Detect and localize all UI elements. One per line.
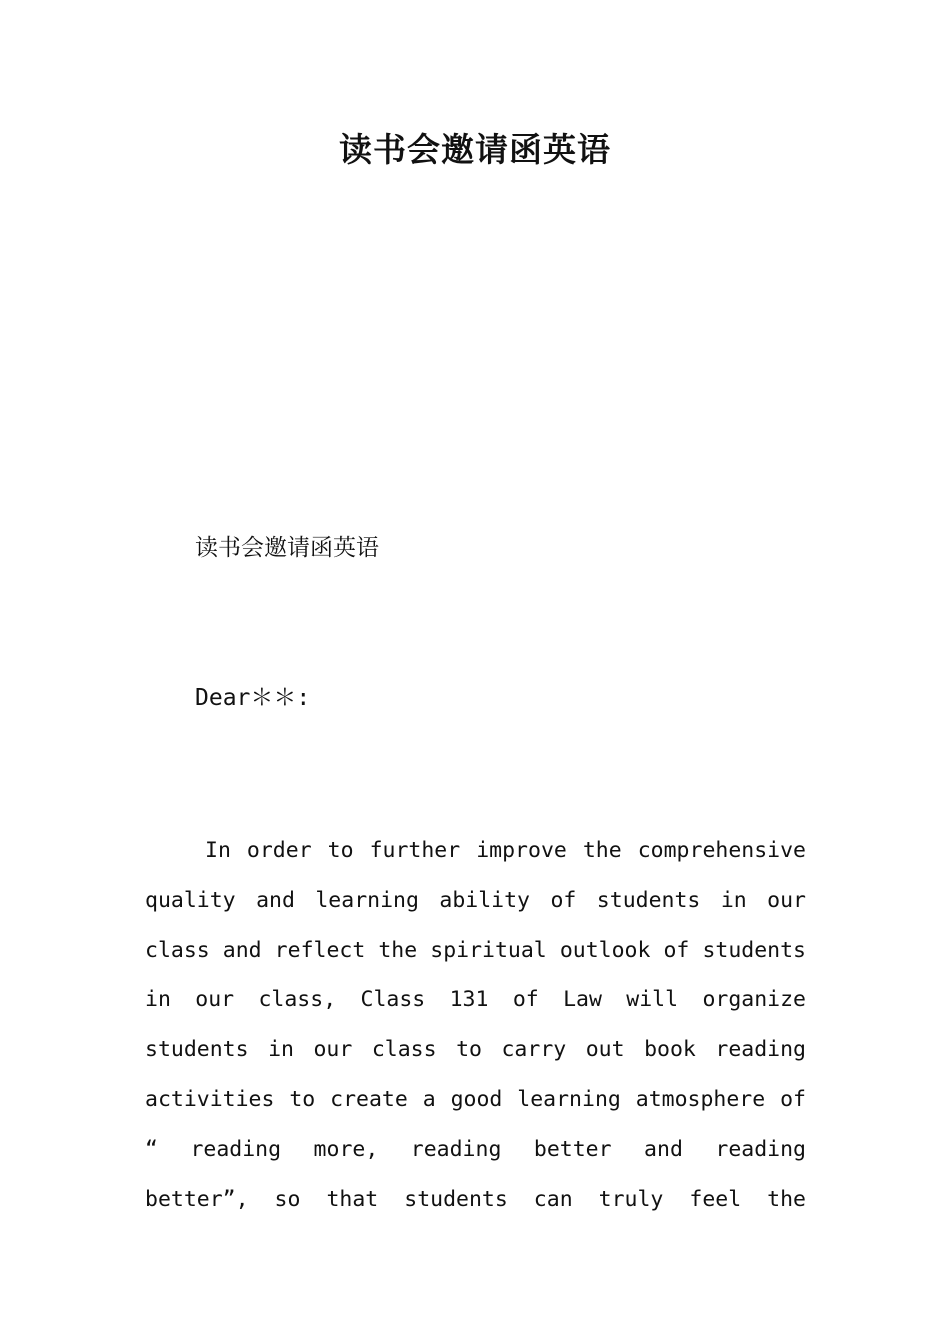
body-paragraph [145, 826, 806, 1224]
document-subheading: 读书会邀请函英语 [195, 535, 379, 561]
body-line: class and reflect the spiritual outlook of students [145, 937, 806, 963]
body-line: “ reading more, reading better and reading [145, 1136, 806, 1162]
body-line: in our class, Class 131 of Law will organize [145, 987, 806, 1013]
body-line: activities to create a good learning atmosphere of [145, 1086, 806, 1112]
salutation: Dear＊＊: [195, 685, 311, 711]
document-title: 读书会邀请函英语 [339, 130, 611, 169]
body-line: In order to further improve the comprehensive [205, 838, 806, 863]
body-line: quality and learning ability of students in our [145, 887, 806, 913]
body-line: better”, so that students can truly feel the [145, 1186, 806, 1212]
body-line: students in our class to carry out book reading [145, 1037, 806, 1063]
